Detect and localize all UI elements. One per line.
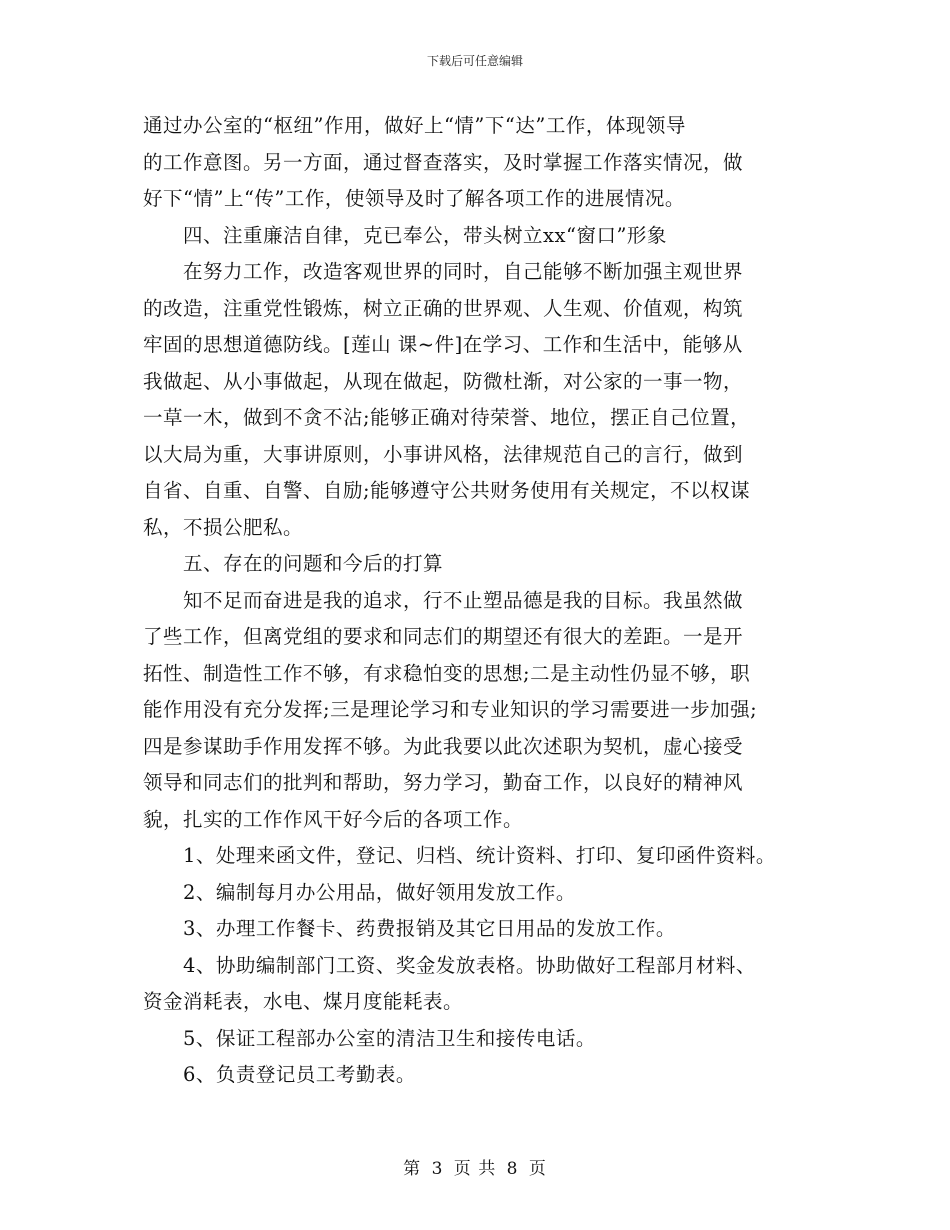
text-line: 貌，扎实的工作作风干好今后的各项工作。: [143, 807, 524, 831]
text-line: 知不足而奋进是我的追求，行不止塑品德是我的目标。我虽然做: [183, 588, 744, 612]
footer-suffix: 页: [528, 1159, 547, 1179]
text-line: 了些工作，但离党组的要求和同志们的期望还有很大的差距。一是开: [143, 625, 744, 648]
text-line: 拓性、制造性工作不够，有求稳怕变的思想;二是主动性仍显不够，职: [143, 661, 751, 685]
text-line: 我做起、从小事做起，从现在做起，防微杜渐，对公家的一事一物，: [143, 369, 744, 393]
text-line: 在努力工作，改造客观世界的同时，自己能够不断加强主观世界: [183, 260, 744, 283]
text-line: 好下“情”上“传”工作，使领导及时了解各项工作的进展情况。: [143, 187, 685, 210]
text-line: 四是参谋助手作用发挥不够。为此我要以此次述职为契机，虚心接受: [143, 734, 744, 758]
text-line: 五、存在的问题和今后的打算: [183, 552, 444, 575]
footer-prefix: 第: [403, 1159, 422, 1179]
text-line: 2、编制每月办公用品，做好领用发放工作。: [183, 880, 576, 904]
text-line: 6、负责登记员工考勤表。: [183, 1063, 416, 1086]
document-body: [143, 108, 833, 1094]
text-line: 能作用没有充分发挥;三是理论学习和专业知识的学习需要进一步加强;: [143, 698, 758, 721]
text-line: 5、保证工程部办公室的清洁卫生和接传电话。: [183, 1026, 596, 1050]
text-line: 私，不损公肥私。: [143, 515, 304, 539]
text-line: 自省、自重、自警、自励;能够遵守公共财务使用有关规定，不以权谋: [143, 479, 751, 502]
text-line: 四、注重廉洁自律，克已奉公，带头树立xx“窗口”形象: [183, 223, 667, 247]
text-line: 以大局为重，大事讲原则，小事讲风格，法律规范自己的言行，做到: [143, 442, 744, 466]
text-line: 通过办公室的“枢纽”作用，做好上“情”下“达”工作，体现领导: [143, 114, 686, 137]
text-line: 牢固的思想道德防线。[莲山 课~件]在学习、工作和生活中，能够从: [143, 333, 743, 356]
text-line: 资金消耗表，水电、煤月度能耗表。: [143, 990, 464, 1013]
footer-current-page: 3: [431, 1159, 444, 1179]
text-line: 一草一木，做到不贪不沾;能够正确对待荣誉、地位，摆正自己位置，: [143, 406, 751, 429]
page-header: 下载后可任意编辑: [426, 54, 523, 68]
text-line: 的改造，注重党性锻炼，树立正确的世界观、人生观、价值观，构筑: [143, 296, 744, 320]
footer-middle: 页 共: [453, 1159, 497, 1179]
text-line: 领导和同志们的批判和帮助，努力学习，勤奋工作，以良好的精神风: [143, 771, 744, 794]
text-line: 3、办理工作餐卡、药费报销及其它日用品的发放工作。: [183, 917, 676, 940]
footer-total-pages: 8: [506, 1159, 519, 1179]
text-line: 4、协助编制部门工资、奖金发放表格。协助做好工程部月材料、: [183, 953, 756, 977]
text-line: 1、处理来函文件，登记、归档、统计资料、打印、复印函件资料。: [183, 844, 776, 867]
page-footer: [0, 1154, 950, 1179]
text-line: 的工作意图。另一方面，通过督查落实，及时掌握工作落实情况，做: [143, 150, 744, 174]
